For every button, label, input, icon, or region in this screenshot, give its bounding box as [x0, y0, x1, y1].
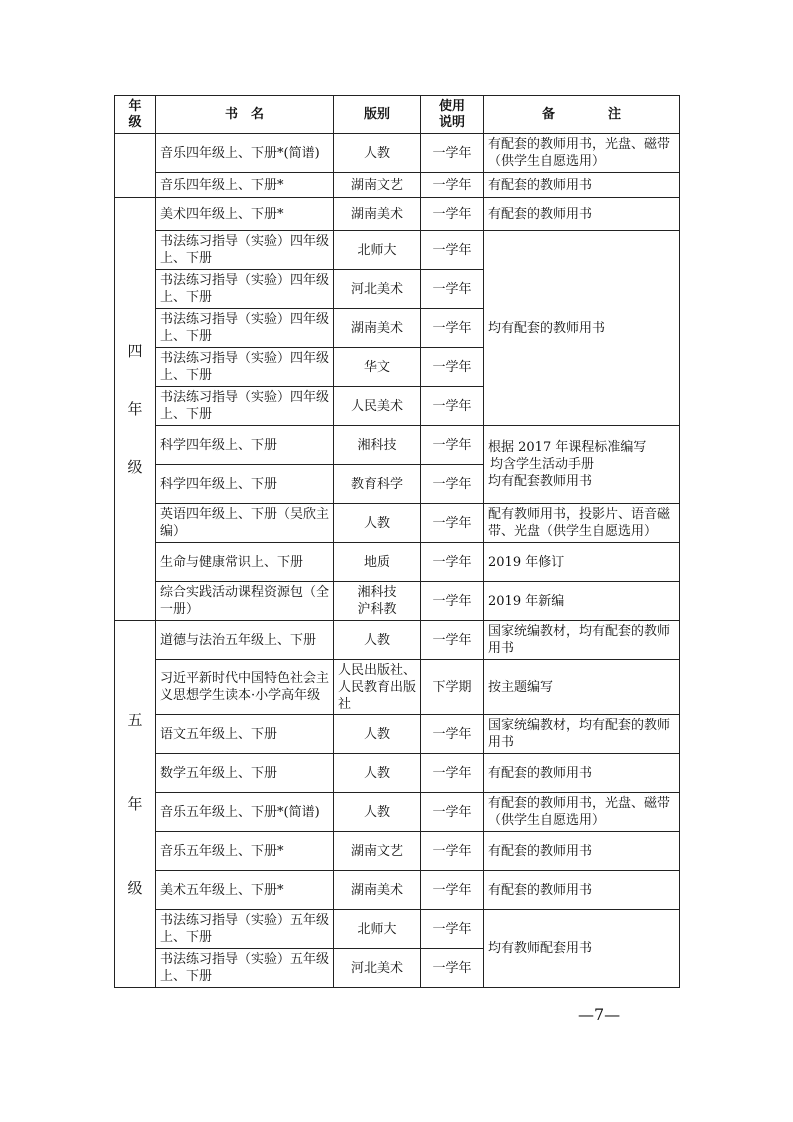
merged-note: 均有教师配套用书	[484, 910, 680, 988]
publisher: 北师大	[334, 231, 421, 270]
table-row	[115, 871, 680, 910]
publisher: 湖南文艺	[334, 173, 421, 198]
publisher: 河北美术	[334, 949, 421, 988]
usage: 一学年	[421, 231, 484, 270]
usage: 一学年	[421, 543, 484, 582]
book-name: 音乐五年级上、下册*(简谱)	[156, 793, 334, 832]
table-row	[115, 173, 680, 198]
book-name: 书法练习指导（实验）四年级上、下册	[156, 387, 334, 426]
table-row	[115, 660, 680, 715]
header-grade: 年级	[115, 96, 156, 134]
usage: 一学年	[421, 715, 484, 754]
book-name: 语文五年级上、下册	[156, 715, 334, 754]
table-row	[115, 231, 680, 270]
science-note-line: 均含学生活动手册	[490, 457, 595, 472]
publisher-line: 湘科技	[357, 585, 397, 600]
note: 有配套的教师用书，光盘、磁带（供学生自愿选用）	[484, 793, 680, 832]
table-row	[115, 793, 680, 832]
table-header-row	[115, 96, 680, 134]
book-name: 数学五年级上、下册	[156, 754, 334, 793]
header-publisher: 版别	[334, 96, 421, 134]
note: 国家统编教材，均有配套的教师用书	[484, 621, 680, 660]
book-name: 书法练习指导（实验）五年级上、下册	[156, 910, 334, 949]
publisher: 湖南美术	[334, 198, 421, 231]
usage: 一学年	[421, 621, 484, 660]
publisher: 人教	[334, 793, 421, 832]
publisher: 人教	[334, 134, 421, 173]
table-row	[115, 621, 680, 660]
book-name: 音乐四年级上、下册*	[156, 173, 334, 198]
note: 有配套的教师用书	[484, 754, 680, 793]
usage: 一学年	[421, 173, 484, 198]
usage: 一学年	[421, 309, 484, 348]
note: 有配套的教师用书	[484, 198, 680, 231]
usage: 一学年	[421, 871, 484, 910]
table-row	[115, 504, 680, 543]
book-name: 美术四年级上、下册*	[156, 198, 334, 231]
note: 配有教师用书，投影片、语音磁带、光盘（供学生自愿选用）	[484, 504, 680, 543]
merged-note-science	[484, 426, 680, 504]
header-name: 书 名	[156, 96, 334, 134]
usage: 下学期	[421, 660, 484, 715]
book-name: 书法练习指导（实验）四年级上、下册	[156, 348, 334, 387]
note: 2019 年新编	[484, 582, 680, 621]
note: 有配套的教师用书	[484, 173, 680, 198]
publisher: 湖南文艺	[334, 832, 421, 871]
publisher: 湖南美术	[334, 871, 421, 910]
book-name: 科学四年级上、下册	[156, 465, 334, 504]
publisher: 北师大	[334, 910, 421, 949]
book-name: 英语四年级上、下册（吴欣主编）	[156, 504, 334, 543]
usage: 一学年	[421, 270, 484, 309]
book-name: 音乐五年级上、下册*	[156, 832, 334, 871]
publisher: 人民出版社、人民教育出版社	[334, 660, 421, 715]
usage: 一学年	[421, 198, 484, 231]
publisher: 人教	[334, 715, 421, 754]
publisher: 河北美术	[334, 270, 421, 309]
grade-four-cell: 四年级	[115, 198, 156, 621]
note: 2019 年修订	[484, 543, 680, 582]
table-row	[115, 582, 680, 621]
usage: 一学年	[421, 348, 484, 387]
merged-note: 均有配套的教师用书	[484, 231, 680, 426]
usage: 一学年	[421, 910, 484, 949]
publisher: 人教	[334, 754, 421, 793]
book-name: 综合实践活动课程资源包（全一册）	[156, 582, 334, 621]
note: 国家统编教材，均有配套的教师用书	[484, 715, 680, 754]
usage: 一学年	[421, 426, 484, 465]
table-row	[115, 715, 680, 754]
table-row	[115, 134, 680, 173]
header-usage: 使用说明	[421, 96, 484, 134]
book-name: 道德与法治五年级上、下册	[156, 621, 334, 660]
textbook-table	[114, 95, 680, 988]
usage: 一学年	[421, 465, 484, 504]
book-name: 书法练习指导（实验）四年级上、下册	[156, 270, 334, 309]
book-name: 音乐四年级上、下册*(简谱)	[156, 134, 334, 173]
science-note-line: 均有配套教师用书	[488, 474, 593, 489]
usage: 一学年	[421, 754, 484, 793]
book-name: 书法练习指导（实验）四年级上、下册	[156, 309, 334, 348]
book-name: 习近平新时代中国特色社会主义思想学生读本·小学高年级	[156, 660, 334, 715]
grade-five-cell: 五年级	[115, 621, 156, 988]
note: 有配套的教师用书，光盘、磁带（供学生自愿选用）	[484, 134, 680, 173]
publisher: 湖南美术	[334, 309, 421, 348]
book-name: 生命与健康常识上、下册	[156, 543, 334, 582]
usage: 一学年	[421, 793, 484, 832]
publisher: 人教	[334, 621, 421, 660]
page-number: —7—	[578, 1005, 621, 1024]
publisher-line: 沪科教	[357, 602, 397, 617]
publisher	[334, 582, 421, 621]
usage: 一学年	[421, 582, 484, 621]
note: 按主题编写	[484, 660, 680, 715]
publisher: 人民美术	[334, 387, 421, 426]
book-name: 科学四年级上、下册	[156, 426, 334, 465]
table-row	[115, 754, 680, 793]
publisher: 地质	[334, 543, 421, 582]
table-row	[115, 543, 680, 582]
usage: 一学年	[421, 387, 484, 426]
science-note-line: 根据 2017 年课程标准编写	[488, 440, 647, 455]
publisher: 湘科技	[334, 426, 421, 465]
note: 有配套的教师用书	[484, 871, 680, 910]
usage: 一学年	[421, 504, 484, 543]
table-row	[115, 832, 680, 871]
book-name: 美术五年级上、下册*	[156, 871, 334, 910]
publisher: 人教	[334, 504, 421, 543]
publisher: 华文	[334, 348, 421, 387]
book-name: 书法练习指导（实验）四年级上、下册	[156, 231, 334, 270]
table-row	[115, 198, 680, 231]
header-note: 备 注	[484, 96, 680, 134]
publisher: 教育科学	[334, 465, 421, 504]
usage: 一学年	[421, 949, 484, 988]
grade-cell-blank	[115, 134, 156, 198]
usage: 一学年	[421, 134, 484, 173]
note: 有配套的教师用书	[484, 832, 680, 871]
book-name: 书法练习指导（实验）五年级上、下册	[156, 949, 334, 988]
table-row	[115, 910, 680, 949]
usage: 一学年	[421, 832, 484, 871]
table-row	[115, 426, 680, 465]
